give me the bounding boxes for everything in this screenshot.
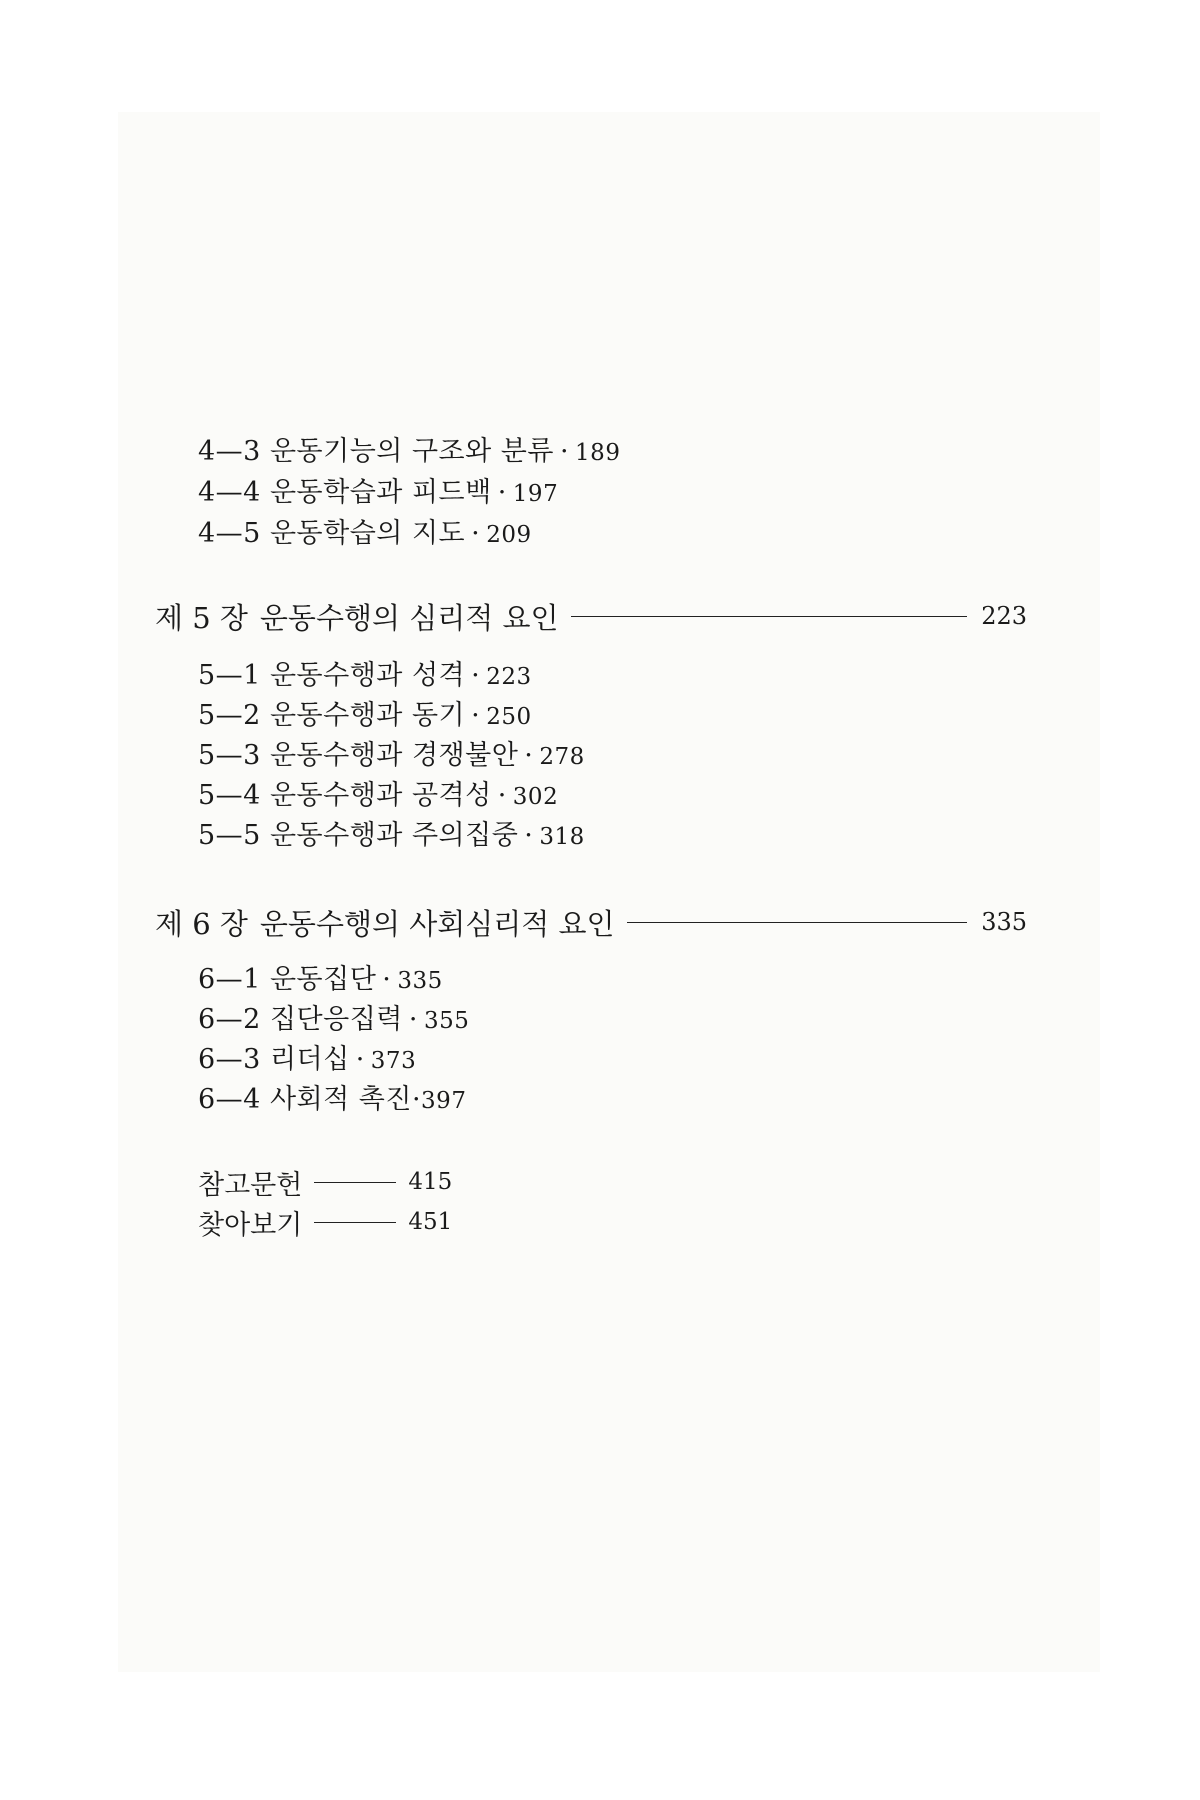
entry-separator: ·	[524, 820, 534, 851]
entry-number: 5—1	[198, 660, 261, 691]
entry-number: 5—5	[198, 820, 261, 851]
chapter-page: 223	[981, 602, 1027, 630]
backmatter-page: 415	[408, 1169, 453, 1195]
entry-number: 5—2	[198, 700, 261, 731]
entry-page: 355	[423, 1008, 470, 1034]
entry-title: 사회적 촉진	[269, 1084, 412, 1115]
entry-number: 6—1	[198, 964, 261, 995]
leader-line	[314, 1182, 396, 1183]
entry-title: 운동기능의 구조와 분류	[269, 436, 554, 467]
entry-title: 운동수행과 성격	[269, 660, 466, 691]
toc-entry-5-1[interactable]	[198, 656, 532, 696]
entry-number: 5—3	[198, 740, 261, 771]
toc-entry-5-4[interactable]	[198, 776, 558, 816]
entry-number: 4—3	[198, 436, 261, 467]
entry-page: 302	[512, 784, 559, 810]
entry-separator: ·	[524, 740, 534, 771]
entry-number: 6—2	[198, 1004, 261, 1035]
toc-entry-6-3[interactable]	[198, 1040, 416, 1080]
entry-separator: ·	[471, 518, 481, 549]
chapter-6-heading[interactable]	[155, 900, 1027, 944]
entry-number: 6—4	[198, 1084, 261, 1115]
chapter-number: 제 5 장	[155, 600, 248, 635]
toc-entry-6-4[interactable]	[198, 1080, 466, 1120]
entry-separator: ·	[355, 1044, 365, 1075]
entry-page: 318	[539, 824, 585, 850]
backmatter-page: 451	[408, 1209, 453, 1235]
entry-separator: ·	[471, 660, 481, 691]
entry-separator: ·	[471, 700, 481, 731]
entry-page: 373	[370, 1048, 417, 1074]
entry-title: 운동수행과 동기	[269, 700, 466, 731]
entry-separator: ·	[411, 1084, 422, 1115]
entry-page: 397	[421, 1088, 467, 1114]
entry-separator: ·	[559, 436, 570, 467]
entry-title: 운동학습의 지도	[269, 518, 466, 549]
entry-page: 189	[575, 440, 621, 466]
backmatter-title: 찾아보기	[198, 1209, 303, 1241]
chapter-number: 제 6 장	[155, 906, 248, 941]
entry-separator: ·	[382, 964, 392, 995]
chapter-title: 운동수행의 사회심리적 요인	[259, 906, 615, 941]
toc-entry-5-5[interactable]	[198, 816, 585, 856]
backmatter-title: 참고문헌	[198, 1169, 303, 1201]
toc-entry-6-2[interactable]	[198, 1000, 469, 1040]
toc-entry-5-2[interactable]	[198, 696, 532, 736]
entry-title: 운동집단	[269, 964, 377, 995]
chapter-5-heading[interactable]	[155, 594, 1027, 638]
entry-page: 197	[512, 481, 559, 507]
entry-page: 335	[397, 968, 443, 994]
entry-title: 리더십	[269, 1044, 350, 1075]
toc-entry-6-1[interactable]	[198, 960, 443, 1000]
backmatter-references[interactable]	[198, 1162, 452, 1202]
entry-page: 223	[486, 664, 532, 690]
entry-separator: ·	[408, 1004, 418, 1035]
entry-page: 278	[539, 744, 585, 770]
backmatter-index[interactable]	[198, 1202, 452, 1242]
entry-number: 4—4	[198, 477, 261, 508]
entry-title: 운동수행과 경쟁불안	[269, 740, 519, 771]
entry-number: 6—3	[198, 1044, 261, 1075]
entry-title: 집단응집력	[269, 1004, 403, 1035]
toc-entry-4-3[interactable]	[198, 432, 620, 472]
toc-entry-4-5[interactable]	[198, 514, 532, 554]
entry-separator: ·	[497, 780, 507, 811]
chapter-page: 335	[981, 908, 1027, 936]
chapter-title: 운동수행의 심리적 요인	[259, 600, 559, 635]
entry-page: 209	[486, 522, 532, 548]
leader-line	[571, 616, 968, 617]
toc-entry-5-3[interactable]	[198, 736, 585, 776]
entry-number: 5—4	[198, 780, 261, 811]
entry-page: 250	[486, 704, 532, 730]
leader-line	[314, 1222, 396, 1223]
toc-entry-4-4[interactable]	[198, 473, 558, 513]
entry-separator: ·	[497, 477, 507, 508]
entry-title: 운동학습과 피드백	[269, 477, 492, 508]
entry-number: 4—5	[198, 518, 261, 549]
entry-title: 운동수행과 공격성	[269, 780, 492, 811]
leader-line	[627, 922, 968, 923]
entry-title: 운동수행과 주의집중	[269, 820, 519, 851]
